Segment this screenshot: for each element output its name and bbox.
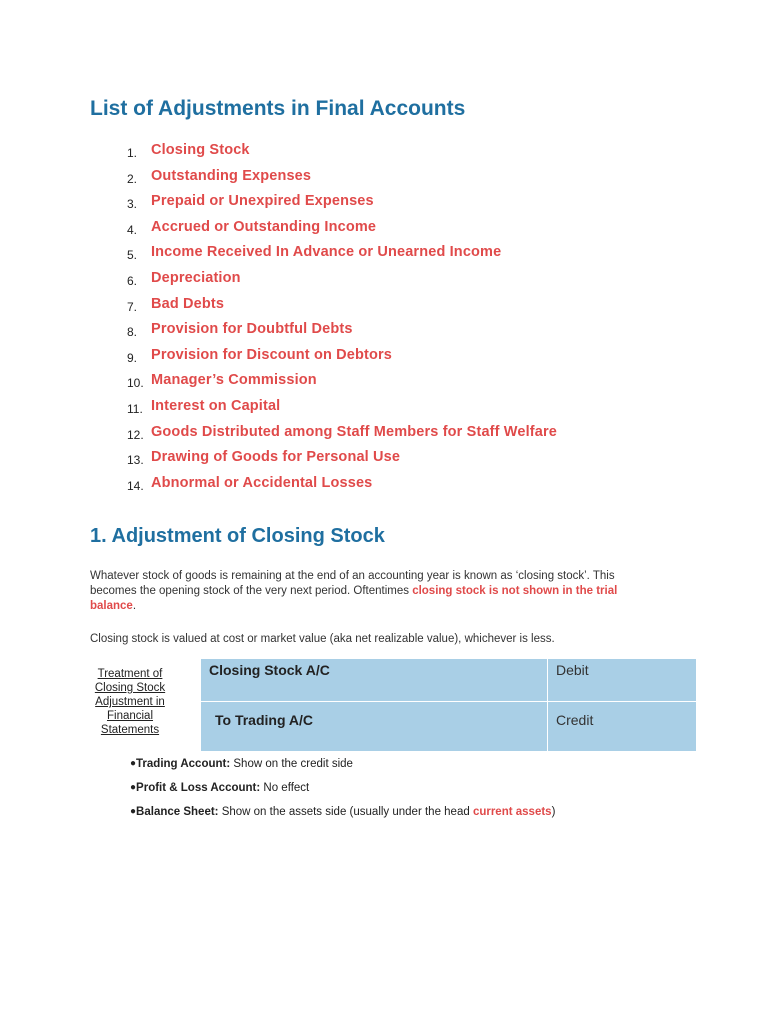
list-item[interactable] xyxy=(0,397,768,423)
adjustments-list xyxy=(0,141,768,499)
bullet-icon: ● xyxy=(130,758,137,769)
highlight-link[interactable]: current assets xyxy=(472,806,552,818)
bullet-text: Show on the assets side (usually under the head xyxy=(218,806,473,818)
list-item[interactable] xyxy=(0,243,768,269)
table-row xyxy=(201,659,697,702)
item-number: 10. xyxy=(127,376,144,391)
list-item[interactable] xyxy=(0,320,768,346)
intro-paragraph xyxy=(90,569,650,614)
item-link[interactable]: Provision for Discount on Debtors xyxy=(151,346,392,363)
item-number: 9. xyxy=(127,350,138,365)
item-number: 6. xyxy=(127,273,138,288)
item-number: 1. xyxy=(127,146,138,160)
item-link[interactable]: Manager’s Commission xyxy=(151,372,317,389)
list-item xyxy=(130,782,555,806)
item-link[interactable]: Accrued or Outstanding Income xyxy=(151,218,377,235)
item-number: 3. xyxy=(127,197,138,212)
item-number: 13. xyxy=(127,453,144,468)
bullet-text: No effect xyxy=(260,782,310,794)
list-item[interactable] xyxy=(0,167,768,193)
table-row xyxy=(201,702,697,752)
bullet-term: Trading Account: xyxy=(136,758,231,770)
bullet-text: Show on the credit side xyxy=(230,758,353,770)
paragraph-end: . xyxy=(132,600,137,612)
item-link[interactable]: Provision for Doubtful Debts xyxy=(151,321,353,338)
item-link[interactable]: Goods Distributed among Staff Members for Staff Welfare xyxy=(151,423,557,440)
item-link[interactable]: Depreciation xyxy=(151,269,241,286)
treatment-link[interactable]: Treatment of Closing Stock Adjustment in Financial Statements xyxy=(94,668,166,736)
bullet-icon: ● xyxy=(130,782,137,793)
account-cell: Closing Stock A/C xyxy=(201,659,548,702)
side-cell: Credit xyxy=(548,702,697,752)
bullet-icon: ● xyxy=(130,806,137,817)
journal-entry-table xyxy=(200,658,697,752)
highlight-link[interactable]: closing stock is not shown in the trial balance xyxy=(90,585,618,612)
list-item[interactable] xyxy=(0,192,768,218)
account-cell: To Trading A/C xyxy=(201,702,548,752)
bullet-end: ) xyxy=(551,806,556,818)
item-link[interactable]: Bad Debts xyxy=(151,295,225,312)
list-item[interactable] xyxy=(0,141,768,167)
item-link[interactable]: Income Received In Advance or Unearned Income xyxy=(151,244,502,261)
section-heading: 1. Adjustment of Closing Stock xyxy=(90,525,385,547)
list-item[interactable] xyxy=(0,269,768,295)
item-number: 4. xyxy=(127,222,138,237)
list-item[interactable] xyxy=(0,448,768,474)
bullet-term: Balance Sheet: xyxy=(136,806,219,818)
list-item[interactable] xyxy=(0,346,768,372)
valuation-paragraph: Closing stock is valued at cost or market value (aka net realizable value), whichever is less. xyxy=(90,633,555,645)
item-number: 11. xyxy=(127,401,143,416)
item-link[interactable]: Abnormal or Accidental Losses xyxy=(151,474,373,491)
page-title: List of Adjustments in Final Accounts xyxy=(90,97,466,120)
side-cell: Debit xyxy=(548,659,697,702)
list-item xyxy=(130,758,555,782)
list-item[interactable] xyxy=(0,218,768,244)
item-number: 7. xyxy=(127,299,138,314)
list-item[interactable] xyxy=(0,295,768,321)
item-number: 14. xyxy=(127,478,144,493)
list-item[interactable] xyxy=(0,474,768,500)
list-item[interactable] xyxy=(0,371,768,397)
bullet-term: Profit & Loss Account: xyxy=(136,782,261,794)
item-link[interactable]: Interest on Capital xyxy=(151,397,281,414)
item-number: 12. xyxy=(127,427,144,442)
item-number: 2. xyxy=(127,171,138,186)
item-link[interactable]: Outstanding Expenses xyxy=(151,167,312,184)
item-link[interactable]: Prepaid or Unexpired Expenses xyxy=(151,193,374,210)
list-item[interactable] xyxy=(0,423,768,449)
list-item xyxy=(130,806,555,830)
paragraph-text: Whatever stock of goods is remaining at the end of an accounting year is known as ‘closing stock’. This becomes the opening stock of the very next period. Oftentimes xyxy=(90,570,615,597)
treatment-bullets xyxy=(130,758,555,830)
item-link[interactable]: Closing Stock xyxy=(151,142,250,158)
item-number: 8. xyxy=(127,325,138,340)
item-number: 5. xyxy=(127,248,138,263)
item-link[interactable]: Drawing of Goods for Personal Use xyxy=(151,449,401,466)
